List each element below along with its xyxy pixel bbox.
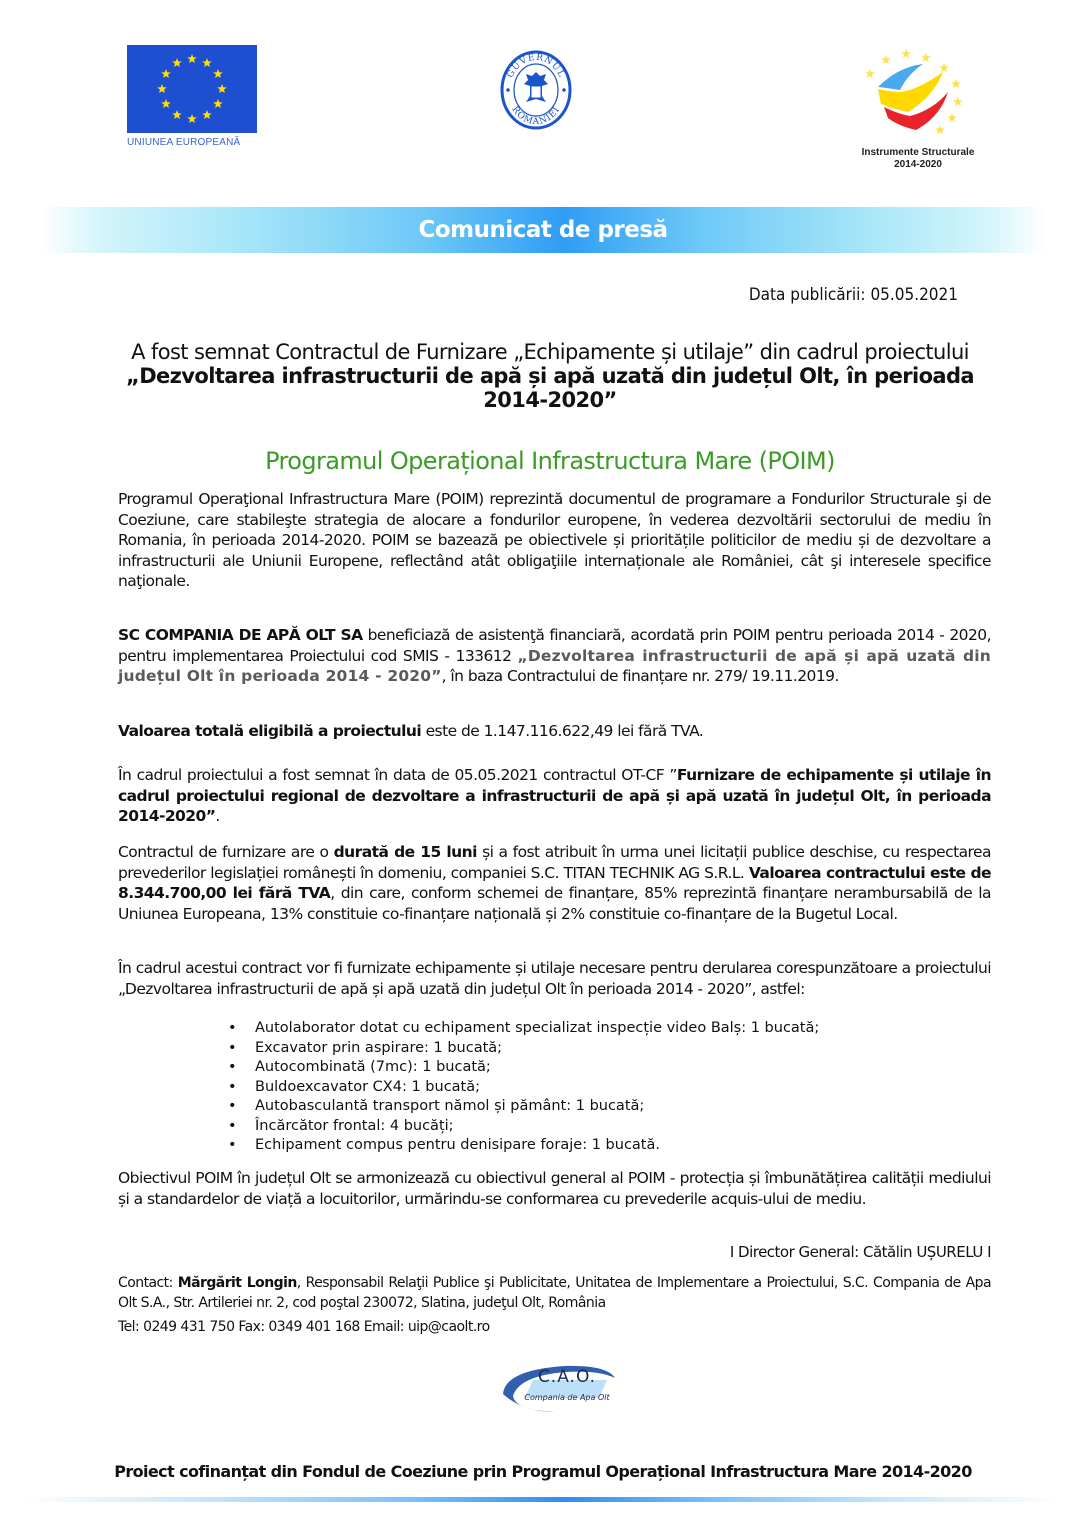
list-item (228, 1136, 819, 1156)
total-value-label: Valoarea totală eligibilă a proiectului (118, 722, 422, 740)
star-icon (865, 69, 875, 78)
paragraph-text: În cadrul proiectului a fost semnat în data de 05.05.2021 contractul OT-CF ” (118, 766, 677, 784)
headline (110, 340, 990, 412)
contact-details: , Responsabil Relaţii Publice şi Publicitate, Unitatea de Implementare a Proiectului, S.C. Compania de Apa Olt S.A., Str. Artileriei nr. 2, cod poştal 230072, Slatina, judeţul Olt, România (118, 1275, 991, 1311)
paragraph-beneficiary (118, 625, 991, 687)
equipment-item-text: Autolaborator dotat cu echipament specializat inspecție video Balș: 1 bucată; (255, 1020, 820, 1036)
star-icon (202, 58, 212, 67)
list-item (228, 1019, 819, 1039)
eu-flag-icon (127, 45, 257, 133)
equipment-item-text: Autocombinată (7mc): 1 bucată; (255, 1059, 491, 1075)
paragraph-contract-details (118, 842, 991, 924)
bullet-icon: • (228, 1098, 237, 1114)
program-title: Programul Operațional Infrastructura Mare (POIM) (265, 447, 835, 475)
star-icon (213, 99, 223, 108)
structural-instruments-title: Instrumente Structurale (861, 147, 975, 158)
contact-label: Contact: (118, 1275, 178, 1291)
structural-instruments-logo (848, 42, 988, 172)
star-icon (921, 53, 931, 62)
star-icon (187, 54, 197, 63)
contract-name: Furnizare de echipamente și utilaje în cadrul proiectului regional de dezvoltare a infrastructurii de apă și apă uzată în județul Olt, în perioada 2014-2020” (118, 766, 991, 825)
paragraph-text: beneficiază de asistenţă financiară, acordată prin POIM pentru perioada 2014 - 2020, pentru implementarea Proiectului cod SMIS - 133612 (118, 626, 991, 665)
eu-logo (127, 45, 257, 148)
bullet-icon: • (228, 1117, 237, 1134)
star-icon (202, 110, 212, 119)
equipment-item-text: Autobasculantă transport nămol și pământ: 1 bucată; (255, 1098, 645, 1114)
contract-value: Valoarea contractului este de 8.344.700,00 lei fără TVA (118, 863, 991, 902)
project-name: „Dezvoltarea infrastructurii de apă și apă uzată din județul Olt în perioada 2014 - 2020” (118, 646, 991, 685)
footer-text: Proiect cofinanțat din Fondul de Coeziune prin Programul Operațional Infrastructura Mare 2014-2020 (114, 1462, 972, 1481)
equipment-item-text: Echipament compus pentru denisipare foraje: 1 bucată. (255, 1137, 660, 1153)
signature: I Director General: Cătălin UȘURELU I (729, 1243, 991, 1261)
star-icon (161, 69, 171, 78)
romanian-government-seal-icon (500, 50, 572, 130)
star-icon (881, 55, 891, 64)
paragraph-text: , din care, conform schemei de finanțare, 85% reprezintă finanțare nerambursabilă de la Uniunea Europeana, 13% constituie co-finanțare națională și 2% constituie co-finanțare de la Bugetul Local. (118, 884, 991, 923)
paragraph-text: Contractul de furnizare are o (118, 843, 334, 861)
equipment-list (228, 1019, 819, 1156)
bullet-icon: • (228, 1059, 237, 1075)
total-value-text: este de 1.147.116.622,49 lei fără TVA. (421, 722, 704, 740)
star-icon (187, 114, 197, 123)
paragraph-text: și a fost atribuit în urma unei licitații publice deschise, cu respectarea prevederilor legislației românești în domeniu, companiei S.C. TITAN TECHNIK AG S.R.L. (118, 843, 991, 882)
star-icon (172, 110, 182, 119)
structural-instruments-period: 2014-2020 (894, 159, 942, 170)
bullet-icon: • (228, 1020, 237, 1036)
star-icon (157, 84, 167, 93)
list-item (228, 1039, 819, 1059)
eu-label: UNIUNEA EUROPEANĂ (127, 137, 241, 148)
star-icon (939, 63, 949, 72)
list-item (228, 1058, 819, 1078)
bullet-icon: • (228, 1137, 237, 1153)
company-name: SC COMPANIA DE APĂ OLT SA (118, 626, 363, 644)
press-release-banner (40, 207, 1046, 253)
list-item (228, 1097, 819, 1117)
gov-seal-top-text: GUVERNUL (505, 52, 567, 80)
gov-seal-bottom-text: ROMÂNIEI (509, 104, 563, 128)
star-icon (935, 125, 945, 134)
cao-logo-icon (495, 1360, 625, 1415)
star-icon (953, 97, 963, 106)
publication-date (749, 285, 958, 305)
equipment-item-text: Încărcător frontal: 4 bucăți; (255, 1117, 454, 1134)
headline-project-name: „Dezvoltarea infrastructurii de apă și apă uzată din județul Olt, în perioada 2014-2020” (126, 364, 974, 412)
cao-company-name: Compania de Apa Olt (524, 1393, 610, 1402)
paragraph-equipment-intro: În cadrul acestui contract vor fi furnizate echipamente și utilaje necesare pentru derularea corespunzătoare a proiectului „Dezvoltarea infrastructurii de apă și apă uzată din județul Olt în perioada 2014 - 2020”, astfel: (118, 959, 991, 998)
list-item (228, 1117, 819, 1137)
star-icon (901, 49, 911, 58)
paragraph-objective: Obiectivul POIM în județul Olt se armonizează cu obiectivul general al POIM - protecția și îmbunătățirea calității mediului și a standardelor de viață a locuitorilor, urmărindu-se conformarea cu prevederile acquis-ului de mediu. (118, 1169, 991, 1208)
paragraph-poim-description: Programul Operaţional Infrastructura Mare (POIM) reprezintă documentul de programare a Fondurilor Structurale şi de Coeziune, care stabileşte strategia de alocare a fondurilor europene, în vederea dezvoltării sectorului de mediu în Romania, în perioada 2014-2020. POIM se bazează pe obiectivele și prioritățile politicilor de mediu și de dezvoltare a infrastructurii ale Uniunii Europene, reflectând atât obligaţiile internaționale ale României, cât şi interesele specifice naţionale. (118, 490, 991, 590)
bullet-icon: • (228, 1078, 237, 1095)
headline-text: A fost semnat Contractul de Furnizare „Echipamente și utilaje” din cadrul proiectului (131, 340, 969, 364)
star-icon (217, 84, 227, 93)
star-icon (947, 113, 957, 122)
contact-phone-line: Tel: 0249 431 750 Fax: 0349 401 168 Email: uip@caolt.ro (118, 1319, 490, 1335)
paragraph-text: , în baza Contractului de finanțare nr. 279/ 19.11.2019. (441, 667, 839, 685)
star-icon (172, 58, 182, 67)
banner-title: Comunicat de presă (418, 217, 668, 243)
structural-instruments-icon (848, 42, 988, 142)
footer-divider (25, 1497, 1061, 1502)
paragraph-contract-signed (118, 765, 991, 827)
list-item (228, 1078, 819, 1098)
star-icon (951, 79, 961, 88)
publication-date-label: Data publicării: (748, 285, 866, 305)
equipment-item-text: Buldoexcavator CX4: 1 bucată; (255, 1078, 481, 1095)
star-icon (213, 69, 223, 78)
publication-date-value: 05.05.2021 (870, 285, 958, 305)
bullet-icon: • (228, 1039, 237, 1056)
equipment-item-text: Excavator prin aspirare: 1 bucată; (255, 1039, 503, 1056)
star-icon (161, 99, 171, 108)
contact-name: Mărgărit Longin (177, 1275, 297, 1291)
paragraph-text: . (215, 807, 220, 825)
contract-duration: durată de 15 luni (333, 843, 477, 861)
contact-info (118, 1273, 991, 1313)
paragraph-total-value (118, 721, 991, 742)
cao-abbr: C.A.O. (537, 1367, 597, 1387)
